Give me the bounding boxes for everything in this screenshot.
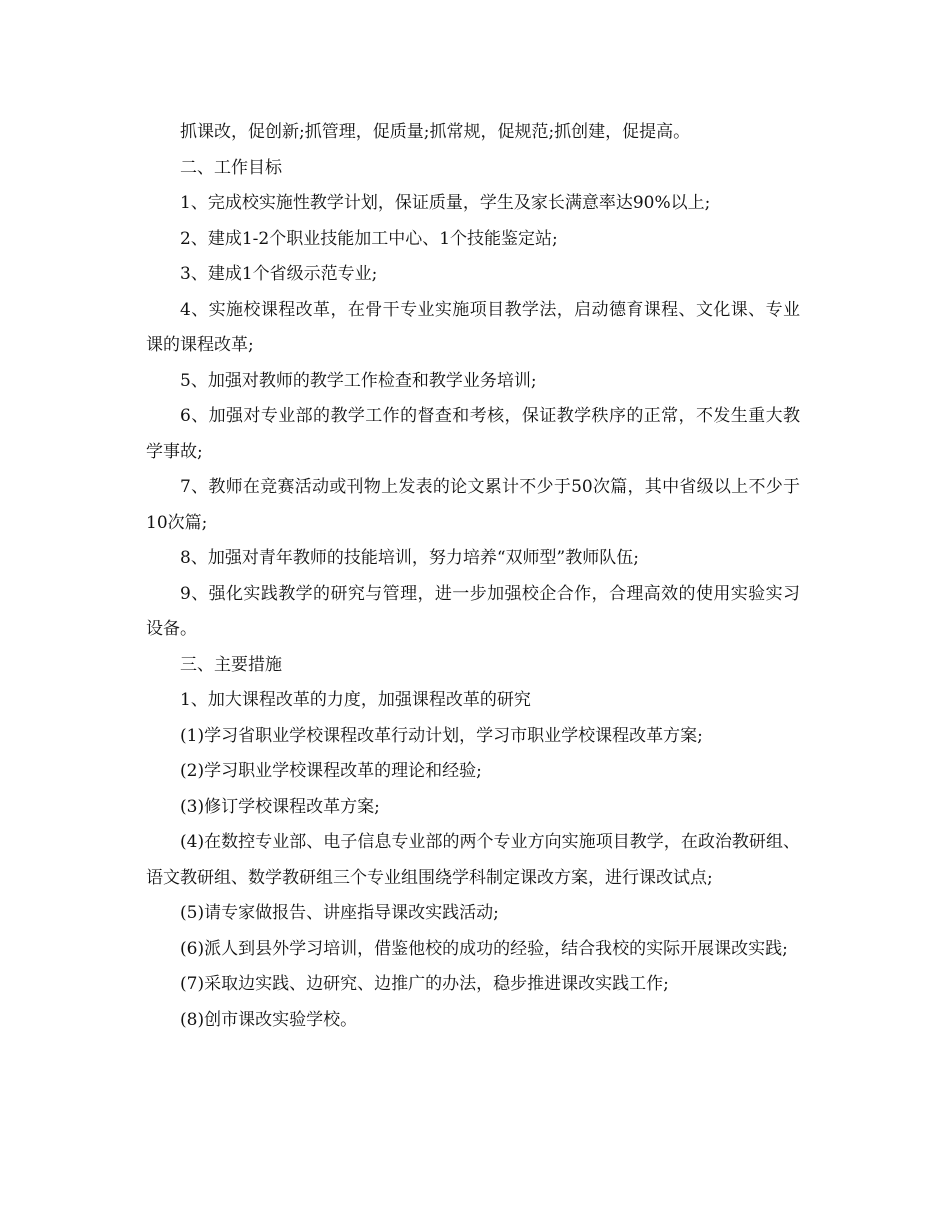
goal-item-9: 9、强化实践教学的研究与管理，进一步加强校企合作，合理高效的使用实验实习设备。 bbox=[146, 583, 800, 639]
goal-item-4: 4、实施校课程改革，在骨干专业实施项目教学法，启动德育课程、文化课、专业课的课程改革; bbox=[146, 299, 800, 355]
goal-item-2: 2、建成1-2个职业技能加工中心、1个技能鉴定站; bbox=[180, 228, 558, 249]
goal-item-5: 5、加强对教师的教学工作检查和教学业务培训; bbox=[180, 370, 537, 391]
goal-item-8: 8、加强对青年教师的技能培训，努力培养“双师型”教师队伍; bbox=[180, 548, 639, 568]
measure-item-1: 1、加大课程改革的力度，加强课程改革的研究 bbox=[180, 690, 531, 710]
measure-subitem-2: (2)学习职业学校课程改革的理论和经验; bbox=[180, 761, 482, 781]
measure-subitem-6: (6)派人到县外学习培训，借鉴他校的成功的经验，结合我校的实际开展课改实践; bbox=[180, 938, 788, 959]
measure-subitem-8: (8)创市课改实验学校。 bbox=[180, 1009, 358, 1030]
section-heading-main-measures: 三、主要措施 bbox=[180, 654, 282, 675]
measure-subitem-4: (4)在数控专业部、电子信息专业部的两个专业方向实施项目教学，在政治教研组、语文教研组、数学教研组三个专业组围绕学科制定课改方案，进行课改试点; bbox=[146, 832, 800, 888]
measure-subitem-3: (3)修订学校课程改革方案; bbox=[180, 796, 380, 817]
goal-item-3: 3、建成1个省级示范专业; bbox=[180, 264, 378, 284]
goal-item-6: 6、加强对专业部的教学工作的督查和考核，保证教学秩序的正常，不发生重大教学事故; bbox=[146, 406, 800, 462]
paragraph-intro-slogan: 抓课改，促创新;抓管理，促质量;抓常规，促规范;抓创建，促提高。 bbox=[180, 122, 691, 142]
section-heading-work-goals: 二、工作目标 bbox=[180, 157, 282, 178]
goal-item-1: 1、完成校实施性教学计划，保证质量，学生及家长满意率达90%以上; bbox=[180, 193, 711, 213]
measure-subitem-1: (1)学习省职业学校课程改革行动计划，学习市职业学校课程改革方案; bbox=[180, 725, 703, 746]
measure-subitem-5: (5)请专家做报告、讲座指导课改实践活动; bbox=[180, 903, 499, 923]
goal-item-7: 7、教师在竞赛活动或刊物上发表的论文累计不少于50次篇，其中省级以上不少于10次篇; bbox=[146, 477, 800, 533]
measure-subitem-7: (7)采取边实践、边研究、边推广的办法，稳步推进课改实践工作; bbox=[180, 974, 669, 994]
